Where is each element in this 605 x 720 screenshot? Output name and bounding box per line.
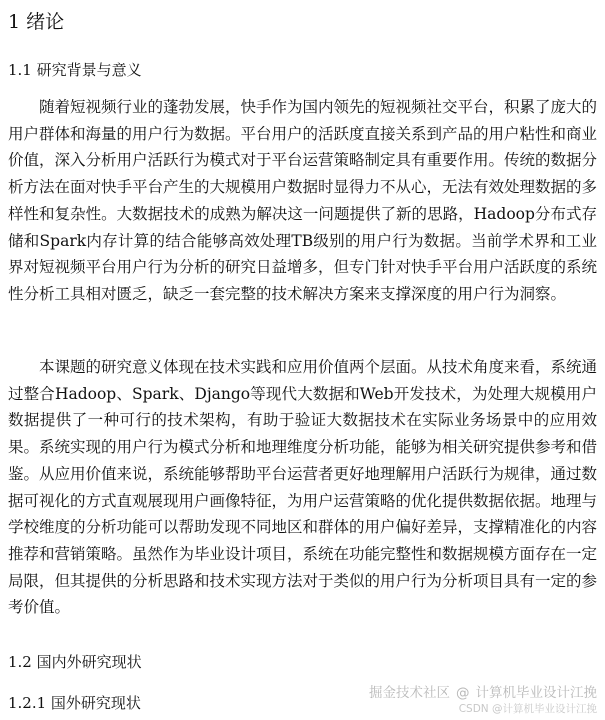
paragraph-significance: 本课题的研究意义体现在技术实践和应用价值两个层面。从技术角度来看，系统通过整合Hadoop、Spark、Django等现代大数据和Web开发技术，为处理大规模用户数据提供了一种可行的技术架构，有助于验证大数据技术在实际业务场景中的应用效果。系统实现的用户行为模式分析和地理维度分析功能，能够为相关研究提供参考和借鉴。从应用价值来说，系统能够帮助平台运营者更好地理解用户活跃行为规律，通过数据可视化的方式直观展现用户画像特征，为用户运营策略的优化提供数据依据。地理与学校维度的分析功能可以帮助发现不同地区和群体的用户偏好差异，支撑精准化的内容推荐和营销策略。虽然作为毕业设计项目，系统在功能完整性和数据规模方面存在一定局限，但其提供的分析思路和技术实现方法对于类似的用户行为分析项目具有一定的参考价值。: [8, 358, 598, 617]
watermark-line-2: [369, 702, 597, 716]
watermark-author: 计算机毕业设计江挽: [475, 685, 597, 701]
watermark-at: @: [456, 685, 470, 701]
paragraph-background: 随着短视频行业的蓬勃发展，快手作为国内领先的短视频社交平台，积累了庞大的用户群体和海量的用户行为数据。平台用户的活跃度直接关系到产品的用户粘性和商业价值，深入分析用户活跃行为模式对于平台运营策略制定具有重要作用。传统的数据分析方法在面对快手平台产生的大规模用户数据时显得力不从心，无法有效处理数据的多样性和复杂性。大数据技术的成熟为解决这一问题提供了新的思路，Hadoop分布式存储和Spark内存计算的结合能够高效处理TB级别的用户行为数据。当前学术界和工业界对短视频平台用户行为分析的研究日益增多，但专门针对快手平台用户活跃度的系统性分析工具相对匮乏，缺乏一套完整的技术解决方案来支撑深度的用户行为洞察。: [8, 98, 598, 303]
watermark: [369, 684, 597, 716]
section-heading-1-2: 1.2 国内外研究现状: [8, 653, 142, 671]
section-heading-1-1: 1.1 研究背景与意义: [8, 61, 142, 79]
watermark-site: 掘金技术社区: [369, 685, 450, 701]
chapter-title: 1 绪论: [8, 11, 65, 33]
watermark-csdn: CSDN @计算机毕业设计江挽: [458, 703, 597, 715]
section-heading-1-2-1: 1.2.1 国外研究现状: [8, 694, 141, 712]
watermark-line-1: [369, 684, 597, 702]
